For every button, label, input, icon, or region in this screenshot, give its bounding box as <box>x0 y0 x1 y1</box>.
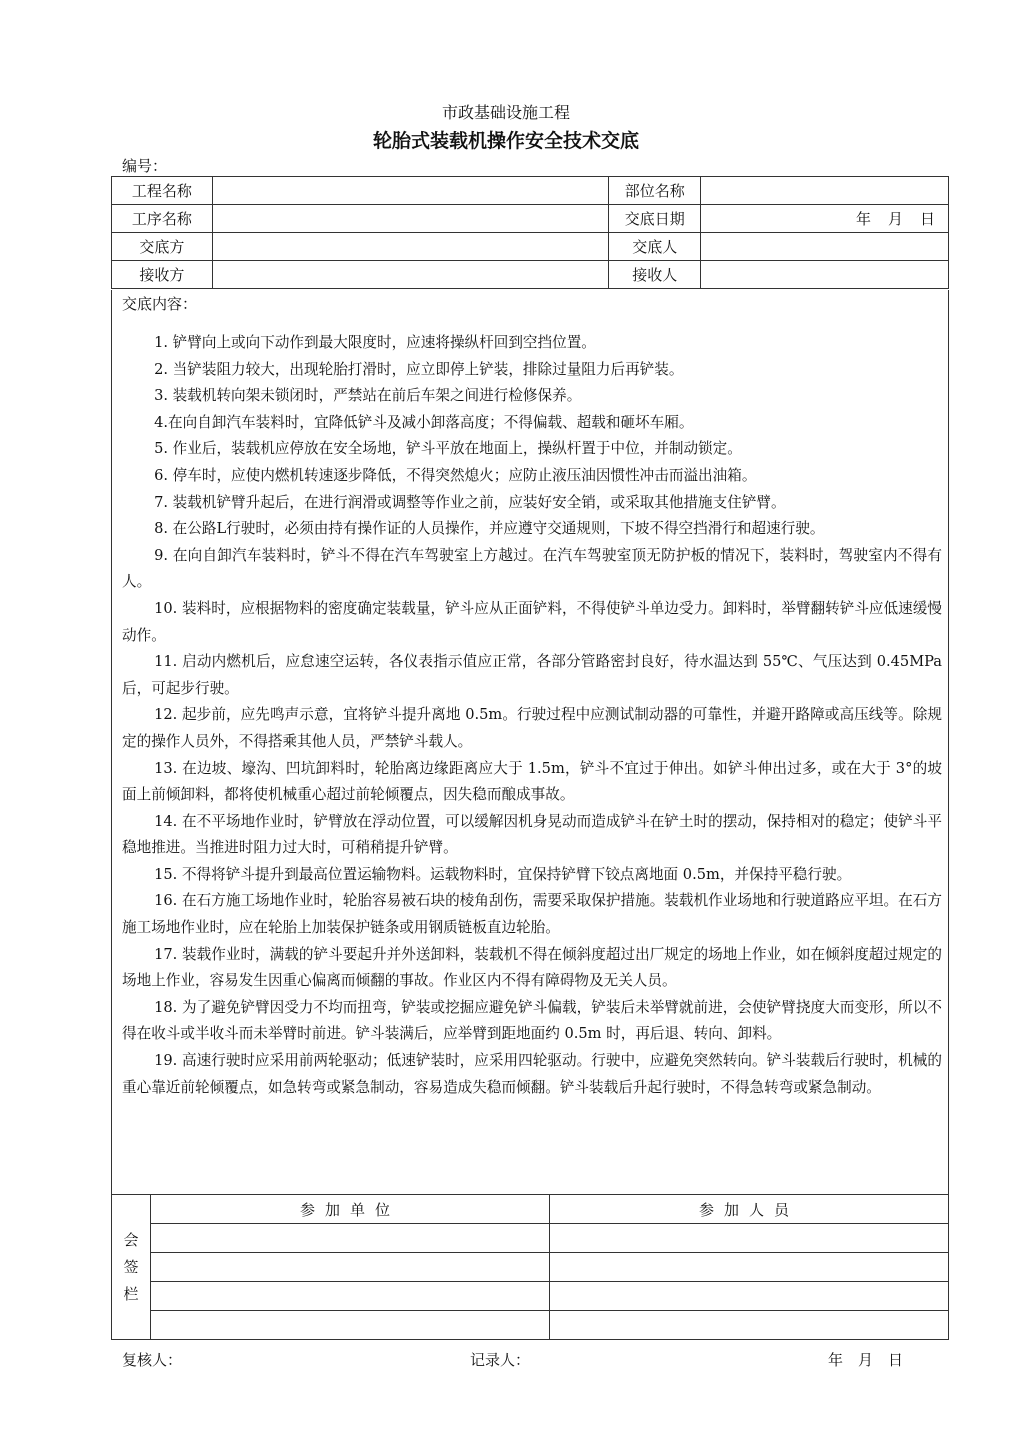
process-name-field[interactable] <box>212 205 608 233</box>
list-item: 16. 在石方施工场地作业时，轮胎容易被石块的棱角刮伤，需要采取保护措施。装载机作业场地和行驶道路应平坦。在石方施工场地作业时，应在轮胎上加装保护链条或用钢质链板直边轮胎。 <box>122 892 942 937</box>
list-item: 4.在向自卸汽车装料时，宜降低铲斗及减小卸落高度；不得偏载、超载和砸坏车厢。 <box>154 413 694 431</box>
recorder-label: 记录人： <box>470 1351 531 1369</box>
table-row <box>112 1195 949 1224</box>
list-item: 13. 在边坡、壕沟、凹坑卸料时，轮胎离边缘距离应大于 1.5m，铲斗不宜过于伸出。如铲斗伸出过多，或在大于 3°的坡面上前倾卸料，都将使机械重心超过前轮倾覆点，因失稳而酿成事故。 <box>122 759 942 804</box>
table-row <box>112 1311 949 1340</box>
serial-number-label: 编号： <box>122 157 168 175</box>
table-row <box>112 1253 949 1282</box>
list-item: 8. 在公路L行驶时，必须由持有操作证的人员操作，并应遵守交通规则，下坡不得空挡滑行和超速行驶。 <box>154 520 825 538</box>
giver-person-label: 交底人 <box>609 233 701 261</box>
list-item: 2. 当铲装阻力较大，出现轮胎打滑时，应立即停上铲装，排除过量阻力后再铲装。 <box>154 360 684 378</box>
receiver-person-field[interactable] <box>701 261 949 289</box>
list-item: 15. 不得将铲斗提升到最高位置运输物料。运载物料时，宜保持铲臂下铰点离地面 0.5m，并保持平稳行驶。 <box>154 865 852 883</box>
project-name-field[interactable] <box>212 177 608 205</box>
signoff-side-label <box>112 1195 151 1340</box>
part-name-label: 部位名称 <box>609 177 701 205</box>
table-row <box>112 177 949 205</box>
content-items <box>122 330 942 1101</box>
receiver-person-label: 接收人 <box>609 261 701 289</box>
date-field[interactable]: 年 月 日 <box>701 205 949 233</box>
signoff-table <box>111 1194 949 1340</box>
document-subtitle: 市政基础设施工程 <box>441 103 570 122</box>
part-name-field[interactable] <box>701 177 949 205</box>
project-name-label: 工程名称 <box>112 177 213 205</box>
signoff-people-cell[interactable] <box>549 1282 948 1311</box>
reviewer-label: 复核人： <box>122 1351 183 1369</box>
signoff-side-text: 会签栏 <box>123 1230 139 1303</box>
list-item: 19. 高速行驶时应采用前两轮驱动；低速铲装时，应采用四轮驱动。行驶中，应避免突然转向。铲斗装载后行驶时，机械的重心靠近前轮倾覆点，如急转弯或紧急制动，容易造成失稳而倾翻。铲斗装载后升起行驶时，不得急转弯或紧急制动。 <box>122 1052 942 1096</box>
date-label: 交底日期 <box>609 205 701 233</box>
signoff-people-cell[interactable] <box>549 1224 948 1253</box>
giver-party-field[interactable] <box>212 233 608 261</box>
table-row <box>112 1282 949 1311</box>
signoff-unit-cell[interactable] <box>150 1311 549 1340</box>
info-table <box>111 176 949 289</box>
signoff-unit-cell[interactable] <box>150 1253 549 1282</box>
giver-person-field[interactable] <box>701 233 949 261</box>
content-section <box>111 290 949 1194</box>
process-name-label: 工序名称 <box>112 205 213 233</box>
signoff-people-cell[interactable] <box>549 1311 948 1340</box>
signoff-people-cell[interactable] <box>549 1253 948 1282</box>
giver-party-label: 交底方 <box>112 233 213 261</box>
list-item: 11. 启动内燃机后，应怠速空运转，各仪表指示值应正常，各部分管路密封良好，待水温达到 55℃、气压达到 0.45MPa 后，可起步行驶。 <box>122 653 942 697</box>
list-item: 7. 装载机铲臂升起后，在进行润滑或调整等作业之前，应装好安全销，或采取其他措施支住铲臂。 <box>154 493 786 511</box>
list-item: 14. 在不平场地作业时，铲臂放在浮动位置，可以缓解因机身晃动而造成铲斗在铲土时的摆动，保持相对的稳定；使铲斗平稳地推进。当推进时阻力过大时，可稍稍提升铲臂。 <box>122 812 942 857</box>
list-item: 5. 作业后，装载机应停放在安全场地，铲斗平放在地面上，操纵杆置于中位，并制动锁定。 <box>154 440 742 458</box>
signoff-people-header: 参加人员 <box>549 1195 948 1224</box>
list-item: 9. 在向自卸汽车装料时，铲斗不得在汽车驾驶室上方越过。在汽车驾驶室顶无防护板的情况下，装料时，驾驶室内不得有人。 <box>122 546 942 591</box>
signoff-unit-header: 参加单位 <box>150 1195 549 1224</box>
table-row <box>112 1224 949 1253</box>
table-row <box>112 261 949 289</box>
table-row <box>112 205 949 233</box>
list-item: 12. 起步前，应先鸣声示意，宜将铲斗提升离地 0.5m。行驶过程中应测试制动器的可靠性，并避开路障或高压线等。除规定的操作人员外，不得搭乘其他人员，严禁铲斗载人。 <box>122 706 942 750</box>
receiver-party-label: 接收方 <box>112 261 213 289</box>
footer-date: 年 月 日 <box>828 1351 904 1369</box>
list-item: 10. 装料时，应根据物料的密度确定装载量，铲斗应从正面铲料，不得使铲斗单边受力。卸料时，举臂翻转铲斗应低速缓慢动作。 <box>122 599 942 644</box>
list-item: 18. 为了避免铲臂因受力不均而扭弯，铲装或挖掘应避免铲斗偏载，铲装后未举臂就前进，会使铲臂挠度大而变形，所以不得在收斗或半收斗而未举臂时前进。铲斗装满后，应举臂到距地面约 0.5m 时，再后退、转向、卸料。 <box>122 998 942 1043</box>
receiver-party-field[interactable] <box>212 261 608 289</box>
list-item: 6. 停车时，应使内燃机转速逐步降低，不得突然熄火；应防止液压油因惯性冲击而溢出油箱。 <box>154 466 757 484</box>
list-item: 3. 装载机转向架未锁闭时，严禁站在前后车架之间进行检修保养。 <box>154 387 582 405</box>
table-row <box>112 233 949 261</box>
signoff-unit-cell[interactable] <box>150 1282 549 1311</box>
signoff-unit-cell[interactable] <box>150 1224 549 1253</box>
content-label: 交底内容： <box>122 295 198 313</box>
document-title: 轮胎式装载机操作安全技术交底 <box>372 130 639 152</box>
list-item: 1. 铲臂向上或向下动作到最大限度时，应速将操纵杆回到空挡位置。 <box>154 334 596 351</box>
list-item: 17. 装载作业时，满载的铲斗要起升并外送卸料，装载机不得在倾斜度超过出厂规定的场地上作业，如在倾斜度超过规定的场地上作业，容易发生因重心偏离而倾翻的事故。作业区内不得有障碍物及无关人员。 <box>122 945 942 990</box>
